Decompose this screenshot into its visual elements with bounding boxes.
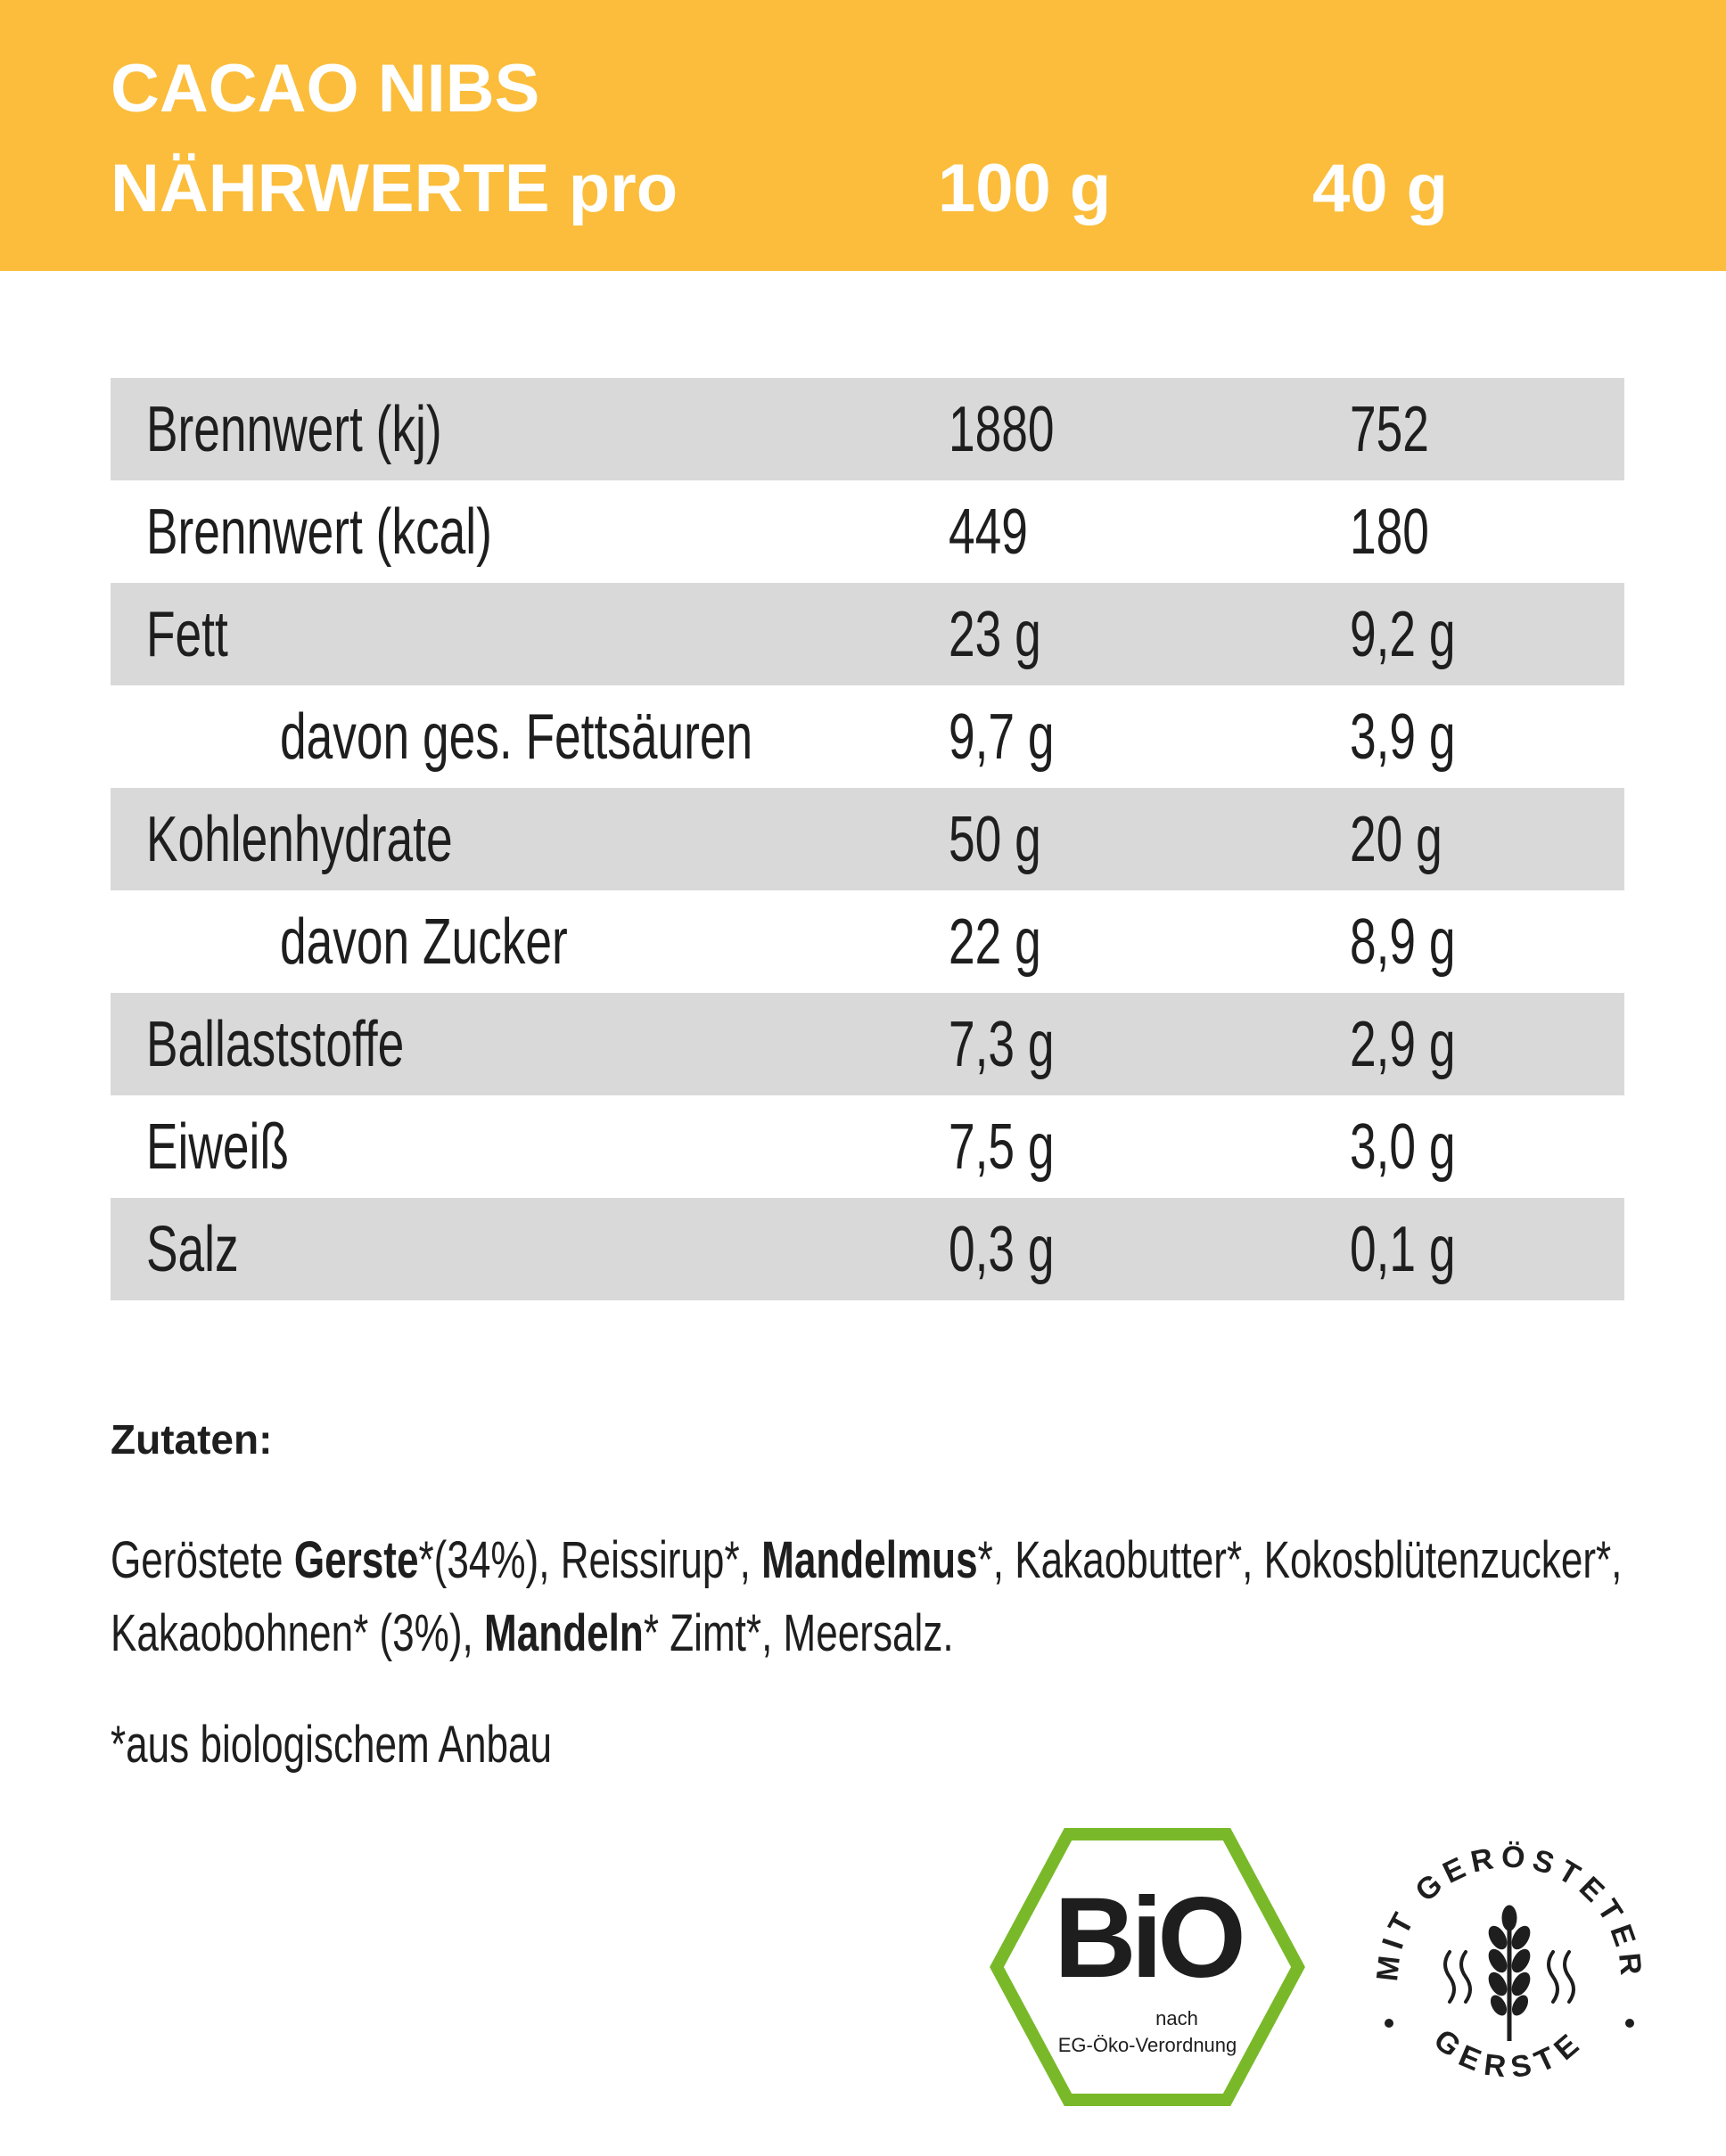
row-value-100g: 50 g <box>949 803 1041 875</box>
ingredient-allergen: Gerste <box>293 1531 419 1589</box>
row-value-100g: 1880 <box>949 393 1055 465</box>
row-value-100g: 7,3 g <box>949 1008 1055 1080</box>
row-value-100g: 7,5 g <box>949 1111 1055 1183</box>
table-row <box>111 480 1624 583</box>
header-banner <box>0 0 1726 271</box>
row-value-40g: 180 <box>1350 496 1429 568</box>
row-label: Kohlenhydrate <box>146 803 453 875</box>
seal-dot-left <box>1385 2019 1393 2028</box>
table-row <box>111 1198 1624 1300</box>
row-value-40g: 2,9 g <box>1350 1008 1456 1080</box>
column-header-100g: 100 g <box>938 151 1112 226</box>
ingredients-part: Geröstete <box>111 1531 294 1589</box>
row-value-100g: 9,7 g <box>949 701 1055 773</box>
bio-seal-logo <box>990 1827 1305 2107</box>
row-label: Fett <box>146 598 228 670</box>
roasted-barley-seal <box>1362 1818 1656 2112</box>
nutrition-table <box>111 378 1624 1300</box>
row-value-100g: 23 g <box>949 598 1041 670</box>
table-row <box>111 583 1624 685</box>
seal-text-bottom: GERSTE <box>1427 2022 1591 2086</box>
row-value-100g: 22 g <box>949 906 1041 978</box>
row-value-40g: 3,0 g <box>1350 1111 1456 1183</box>
table-row <box>111 993 1624 1095</box>
row-label: davon ges. Fettsäuren <box>280 701 753 773</box>
row-value-40g: 752 <box>1350 393 1429 465</box>
row-value-40g: 9,2 g <box>1350 598 1456 670</box>
barley-icon <box>1485 1906 1533 2041</box>
seal-text-top: MIT GERÖSTETER <box>1369 1840 1648 1983</box>
table-row <box>111 788 1624 890</box>
organic-footnote: *aus biologischem Anbau <box>111 1716 553 1774</box>
bio-subtext-2: EG-Öko-Verordnung <box>1057 2034 1237 2056</box>
row-value-40g: 8,9 g <box>1350 906 1456 978</box>
ingredients-text <box>111 1524 1669 1670</box>
nutrition-per-label: NÄHRWERTE pro <box>111 151 678 226</box>
row-label: Brennwert (kcal) <box>146 496 492 568</box>
row-label: Eiweiß <box>146 1111 289 1183</box>
bio-subtext-1: nach <box>1155 2007 1198 2029</box>
ingredients-heading: Zutaten: <box>111 1416 273 1463</box>
row-label: davon Zucker <box>280 906 568 978</box>
ingredient-allergen: Mandelmus <box>761 1531 978 1589</box>
bio-wordmark: BiO <box>1054 1874 1241 2002</box>
table-row <box>111 378 1624 480</box>
row-label: Brennwert (kj) <box>146 393 442 465</box>
ingredient-allergen: Mandeln <box>484 1604 644 1662</box>
column-header-40g: 40 g <box>1312 151 1449 226</box>
ingredients-part: *, Kakaobutter*, Kokosblütenzucker*, Kakaobohnen* (3%), <box>111 1531 1623 1662</box>
table-row <box>111 685 1624 788</box>
row-label: Salz <box>146 1213 239 1285</box>
row-value-100g: 449 <box>949 496 1028 568</box>
row-value-40g: 20 g <box>1350 803 1442 875</box>
ingredients-part: * Zimt*, Meersalz. <box>643 1604 954 1662</box>
row-label: Ballaststoffe <box>146 1008 405 1080</box>
row-value-40g: 3,9 g <box>1350 701 1456 773</box>
row-value-40g: 0,1 g <box>1350 1213 1456 1285</box>
table-row <box>111 1095 1624 1198</box>
row-value-100g: 0,3 g <box>949 1213 1055 1285</box>
seal-dot-right <box>1625 2019 1634 2028</box>
product-title: CACAO NIBS <box>111 51 540 127</box>
table-row <box>111 890 1624 993</box>
ingredients-part: *(34%), Reissirup*, <box>418 1531 762 1589</box>
